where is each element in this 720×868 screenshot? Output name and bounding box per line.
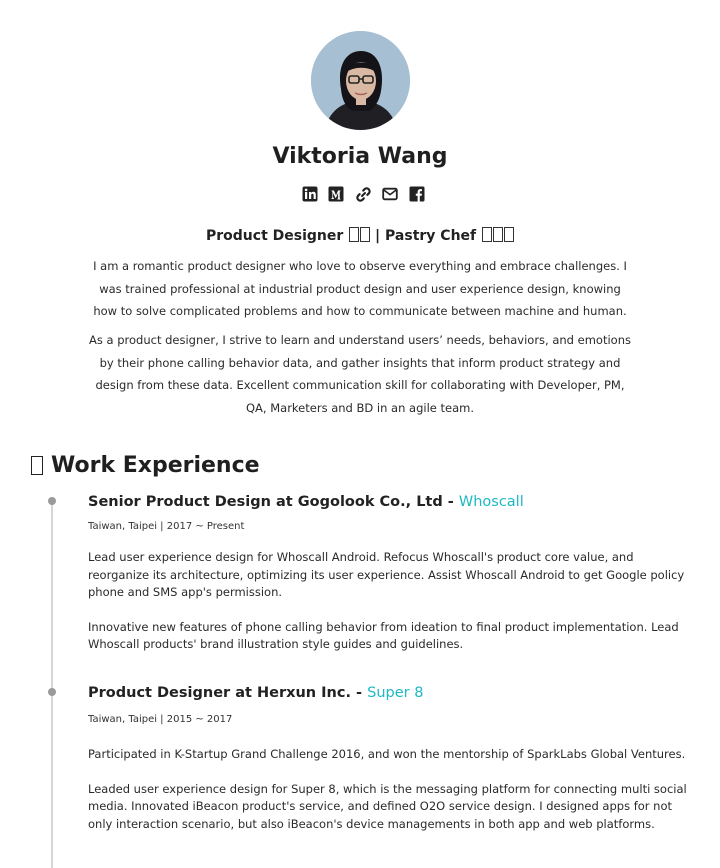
job-description: Lead user experience design for Whoscall Android. Refocus Whoscall's product core value, and reorganize its architecture, optimizing its user experience. Assist Whoscall Android to get Google policy phone and SMS app's permission. xyxy=(88,550,685,599)
avatar-photo xyxy=(311,31,410,130)
missing-emoji-glyph xyxy=(360,227,370,242)
timeline-dot xyxy=(48,688,56,696)
headline xyxy=(0,227,720,244)
job-title-dash: - xyxy=(350,685,368,701)
job-title-dash: - xyxy=(442,494,459,510)
job-entry xyxy=(88,683,698,833)
bio-paragraph: As a product designer, I strive to learn and understand users’ needs, behaviors, and emotions by their phone calling behavior data, and gather insights that inform product strategy and design from these data. Excellent communication skill for collaborating with Developer, PM, QA, Marketers and BD in an agile team. xyxy=(89,333,631,415)
timeline-line xyxy=(51,500,53,868)
facebook-icon[interactable] xyxy=(408,186,425,203)
job-title-text: Product Designer at Herxun Inc. xyxy=(88,685,351,701)
profile-name: Viktoria Wang xyxy=(272,144,448,169)
social-links xyxy=(301,184,425,204)
missing-emoji-glyph xyxy=(482,227,492,242)
section-title-work-experience xyxy=(31,453,260,478)
job-entry xyxy=(88,492,698,654)
job-description: Innovative new features of phone calling behavior from ideation to final product implementation. Lead Whoscall products' brand illustration style guides and guidelines. xyxy=(88,619,679,651)
job-meta: Taiwan, Taipei | 2015 ~ 2017 xyxy=(88,714,233,725)
missing-emoji-glyph xyxy=(493,227,503,242)
missing-emoji-icon xyxy=(31,456,43,475)
missing-emoji-glyph xyxy=(349,227,359,242)
job-meta: Taiwan, Taipei | 2017 ~ Present xyxy=(88,521,245,532)
job-product-link[interactable]: Whoscall xyxy=(458,494,524,510)
job-title xyxy=(88,683,698,703)
section-title-text: Work Experience xyxy=(51,453,260,478)
headline-role-designer: Product Designer xyxy=(206,228,344,244)
linkedin-icon[interactable] xyxy=(301,186,318,203)
headline-separator: | xyxy=(375,228,381,244)
job-title-text: Senior Product Design at Gogolook Co., Ltd xyxy=(88,494,443,510)
job-title xyxy=(88,492,698,512)
timeline-dot xyxy=(48,497,56,505)
headline-role-chef: Pastry Chef xyxy=(385,228,477,244)
mail-icon[interactable] xyxy=(381,186,398,203)
medium-icon[interactable] xyxy=(328,186,345,203)
job-description: Leaded user experience design for Super 8, which is the messaging platform for connecting multi social media. Innovated iBeacon product's service, and defined O2O service design. I designed apps for not only interaction scenario, but also iBeacon's device managements in both app and web platforms. xyxy=(88,781,687,831)
link-icon[interactable] xyxy=(355,186,372,203)
missing-emoji-glyph xyxy=(504,227,514,242)
avatar xyxy=(311,31,410,130)
bio-paragraph: I am a romantic product designer who love to observe everything and embrace challenges. I was trained professional at industrial product design and user experience design, knowing how to solve complicated problems and how to communicate between machine and human. xyxy=(93,259,627,318)
job-product-link[interactable]: Super 8 xyxy=(367,685,424,701)
job-description: Participated in K-Startup Grand Challenge 2016, and won the mentorship of SparkLabs Global Ventures. xyxy=(88,747,686,761)
